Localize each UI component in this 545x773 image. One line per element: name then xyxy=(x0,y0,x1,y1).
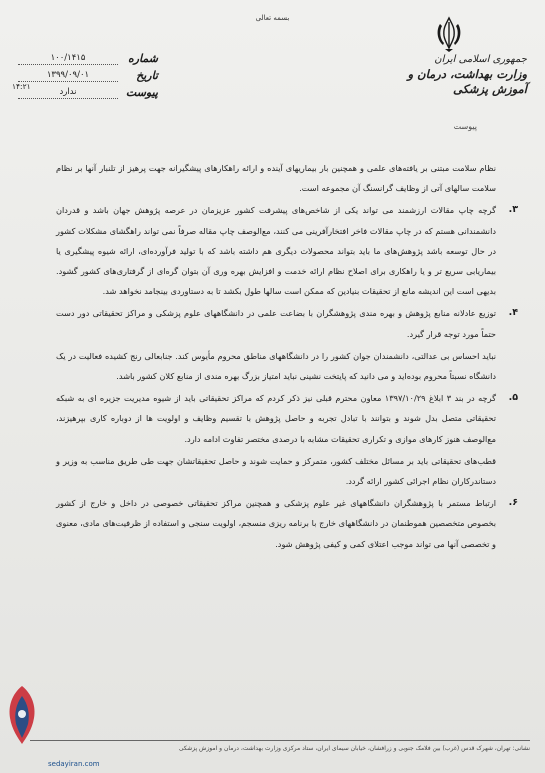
item-number: ۴. xyxy=(508,307,518,319)
iran-emblem-icon xyxy=(433,14,465,54)
attachment-row xyxy=(18,84,158,101)
sedayiran-logo-icon xyxy=(4,684,40,746)
letter-body xyxy=(56,158,518,554)
date-label: تاریخ xyxy=(136,69,158,82)
footer-divider xyxy=(30,740,530,741)
item-text: گرچه چاپ مقالات ارزشمند می تواند یکی از شاخص‌های پیشرفت کشور عزیزمان در عرصه پژوهش جهان باشد و قدردان دانشمندانی هستم که در چاپ مقالات فاخر افتخارآفرینی می کنند، مع‌الوصف چاپ مقاله صرفاً نمی تواند راهگشای مشکلات کشور در حال توسعه باشد پژوهش‌های ما باید بتواند محصولات دیگری هم داشته باشد که با تولید فرآورده‌ای، ارائه شیوه پیشگیری یا بیماریابی سریع تر و یا راهکاری برای اصلاح نظام ارائه خدمت و افزایش بهره وری آن بتوان گره‌ای از گرفتاری‌های کشور گشود. بدیهی است این اندیشه مانع از تحقیقات بنیادین که ممکن است سالها طول بکشد تا به دستاوردی بینجامد نخواهد شد. xyxy=(56,205,496,297)
republic-name: جمهوری اسلامی ایران xyxy=(434,54,527,65)
list-item xyxy=(56,493,518,554)
number-row xyxy=(18,50,158,67)
list-item xyxy=(56,388,518,449)
ministry-letterhead xyxy=(407,52,527,97)
footer-address: نشانی: تهران، شهرک قدس (غرب) بین فلامک جنوبی و زرافشان، خیابان سیمای ایران، ستاد مرکزی وزارت بهداشت، درمان و آموزش پزشکی xyxy=(178,745,530,752)
item-extra-text: نباید احساس بی عدالتی، دانشمندان جوان کشور را در دانشگاههای مناطق محروم مأیوس کند. جنابعالی رنج کشیده فعالیت در یک دانشگاه نسبتاً محروم بوده‌اید و می دانید که پایتخت نشینی نباید امتیاز بزرگ بهره مندی از منابع کلان کشور باشد. xyxy=(56,350,496,382)
attachment-label: پیوست xyxy=(125,86,158,99)
item-text: گرچه در بند ۳ ابلاغ ۱۳۹۷/۱۰/۲۹ معاون محترم قبلی نیز ذکر کردم که مراکز تحقیقاتی باید از شیوه مدیریت جزیره ای به شبکه تحقیقاتی متصل بدل شوند و بتوانند با تبادل تجربه و حاصل پژوهش با تقسیم وظایف و اولویت ها از دوباره کاری بپرهیزند، مع‌الوصف هنوز کارهای موازی و تکراری تحقیقات مشابه با درصدی مختصر تفاوت ادامه دارد. xyxy=(56,393,496,444)
item-extra-text: قطب‌های تحقیقاتی باید بر مسائل مختلف کشور، متمرکز و حمایت شوند و حاصل تحقیقاتشان جهت طی طریق مناسب به وزیر و دستاندرکاران نظام اجرائی کشور ارائه گردد. xyxy=(56,455,496,487)
watermark-url[interactable]: sedayiran.com xyxy=(48,760,100,768)
intro-paragraph: نظام سلامت مبتنی بر یافته‌های علمی و همچنین بار بیماریهای آینده و ارائه راهکارهای پیشگیرانه جهت پرهیز از تلنبار آنها بر نظام سلامت سالهای آتی از وظایف گرانسنگ آن مجموعه است. xyxy=(56,163,496,194)
item-number: ۳. xyxy=(508,204,518,216)
attachment-value: ندارد xyxy=(18,87,118,99)
item-number: ۶. xyxy=(508,497,518,509)
number-label: شماره xyxy=(127,52,158,65)
item-text: توزیع عادلانه منابع پژوهش و بهره مندی پژوهشگران با بضاعت علمی در دانشگاههای علوم پزشکی و مراکز تحقیقاتی دور دست حتماً مورد توجه قرار گیرد. xyxy=(56,308,496,339)
list-item xyxy=(56,303,518,343)
list-item xyxy=(56,200,518,301)
time-stamp: ۱۴:۲۱ xyxy=(12,82,31,91)
bismillah-heading: بسمه تعالی xyxy=(255,14,290,22)
number-value: ۱۰۰/۱۴۱۵ xyxy=(18,53,118,65)
date-value: ۱۳۹۹/۰۹/۰۱ xyxy=(18,70,118,82)
letter-meta xyxy=(18,50,158,101)
attachment-mark: پیوست xyxy=(453,122,477,131)
date-row xyxy=(18,67,158,84)
item-text: ارتباط مستمر با پژوهشگران دانشگاههای غیر علوم پزشکی و همچنین مراکز تحقیقاتی خصوصی در داخل و خارج از کشور بخصوص متخصصین هموطنمان در دانشگاههای خارج با برنامه ریزی منسجم، اولویت سنجی و استفاده از ظرفیت‌های مادی، معنوی و تخصصی آنها می تواند موجب اعتلای کمی و کیفی پژوهش شود. xyxy=(56,498,496,549)
item-number: ۵. xyxy=(508,392,518,404)
ministry-name: وزارت بهداشت، درمان و آموزش پزشکی xyxy=(407,67,527,96)
